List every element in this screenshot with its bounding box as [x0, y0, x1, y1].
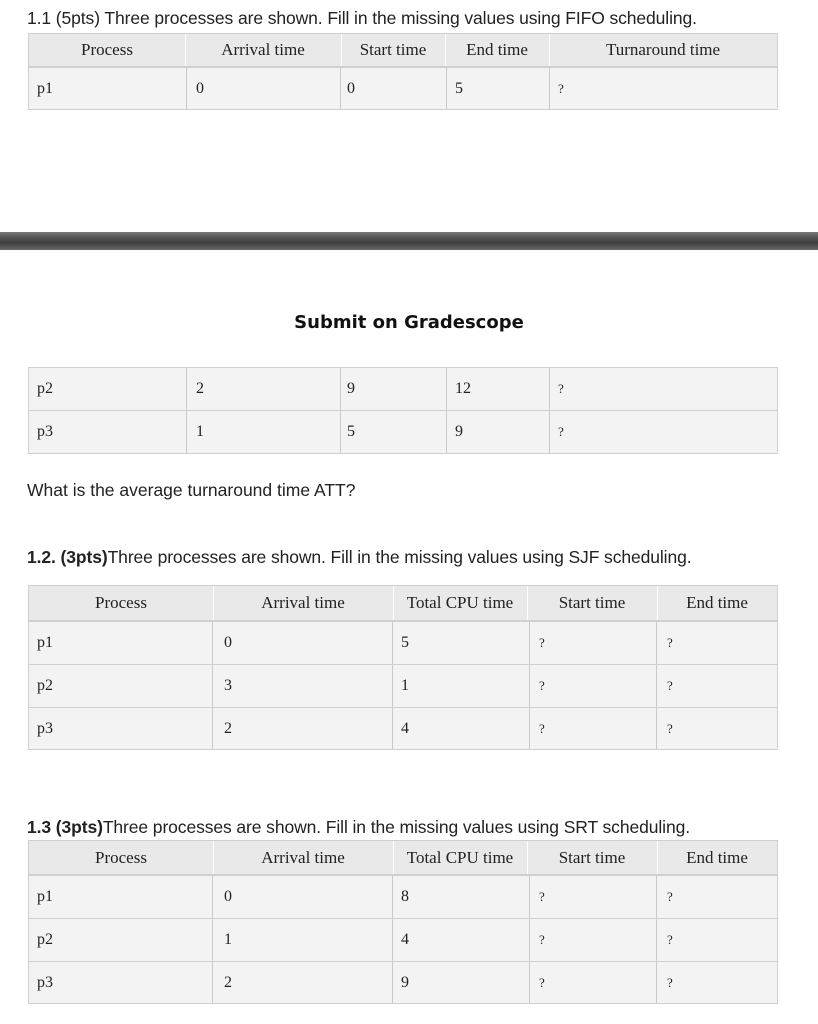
cell-arrival: 0 — [224, 888, 232, 905]
cell-end: ? — [667, 974, 673, 990]
table-row — [28, 961, 778, 1004]
cell-process: p3 — [37, 973, 53, 991]
table-row — [28, 621, 778, 664]
att-question: What is the average turnaround time ATT? — [27, 480, 356, 500]
header-arrival-time: Arrival time — [261, 847, 345, 867]
section3-heading — [27, 817, 690, 838]
table-row — [28, 707, 778, 750]
cell-process: p2 — [37, 380, 53, 397]
cell-arrival: 2 — [224, 973, 232, 991]
cell-cpu: 4 — [401, 719, 409, 737]
divider-bar — [0, 232, 818, 250]
gradescope-title: Submit on Gradescope — [294, 312, 524, 333]
table-row — [28, 410, 778, 454]
header-end-time: End time — [466, 40, 528, 59]
cell-cpu: 4 — [401, 931, 409, 948]
cell-end: ? — [667, 635, 673, 650]
cell-start: ? — [539, 720, 545, 736]
cell-process: p3 — [37, 423, 53, 440]
section2-heading — [27, 547, 691, 568]
table-row — [28, 918, 778, 961]
table-row — [28, 367, 778, 410]
header-start-time: Start time — [359, 40, 427, 59]
header-process: Process — [95, 593, 147, 612]
cell-process: p3 — [37, 719, 53, 737]
srt-table-header — [28, 840, 778, 875]
cell-turnaround: ? — [558, 381, 564, 396]
cell-end: ? — [667, 889, 673, 904]
header-arrival-time: Arrival time — [261, 593, 345, 612]
cell-start: 5 — [347, 423, 355, 440]
section1-heading: 1.1 (5pts) Three processes are shown. Fill in the missing values using FIFO scheduling. — [27, 8, 697, 28]
cell-arrival: 2 — [224, 719, 232, 737]
cell-cpu: 9 — [401, 973, 409, 991]
header-turnaround-time: Turnaround time — [605, 40, 721, 59]
cell-start: ? — [539, 678, 545, 693]
cell-start: ? — [539, 974, 545, 990]
cell-process: p1 — [37, 634, 53, 651]
cell-end: ? — [667, 932, 673, 947]
section2-heading-text: Three processes are shown. Fill in the missing values using SJF scheduling. — [107, 547, 692, 567]
cell-arrival: 3 — [224, 677, 232, 694]
header-end-time: End time — [686, 593, 748, 612]
cell-start: ? — [539, 889, 545, 904]
cell-end: 9 — [455, 423, 463, 440]
table-row — [28, 664, 778, 707]
cell-turnaround: ? — [558, 424, 564, 439]
cell-start: 9 — [347, 380, 355, 397]
cell-arrival: 1 — [196, 423, 204, 440]
header-end-time: End time — [686, 847, 748, 867]
cell-cpu: 5 — [401, 634, 409, 651]
cell-arrival: 2 — [196, 380, 204, 397]
cell-start: 0 — [347, 79, 355, 97]
sjf-table-header — [28, 585, 778, 621]
header-process: Process — [81, 40, 133, 59]
cell-start: ? — [539, 635, 545, 650]
header-total-cpu-time: Total CPU time — [406, 593, 514, 612]
section3-heading-bold: 1.3 (3pts) — [27, 817, 103, 837]
cell-cpu: 8 — [401, 888, 409, 905]
cell-end: 5 — [455, 79, 463, 97]
header-process: Process — [95, 847, 147, 867]
cell-process: p2 — [37, 931, 53, 948]
cell-end: ? — [667, 720, 673, 736]
cell-turnaround: ? — [558, 80, 564, 96]
section3-heading-text: Three processes are shown. Fill in the missing values using SRT scheduling. — [102, 817, 690, 837]
header-total-cpu-time: Total CPU time — [406, 847, 514, 867]
section2-heading-bold: 1.2. (3pts) — [27, 547, 108, 567]
cell-arrival: 0 — [196, 79, 204, 97]
cell-process: p1 — [37, 79, 53, 97]
cell-start: ? — [539, 932, 545, 947]
cell-end: 12 — [455, 380, 471, 397]
table-row — [28, 875, 778, 918]
header-start-time: Start time — [558, 847, 626, 867]
fifo-table-header — [28, 33, 778, 67]
header-arrival-time: Arrival time — [221, 40, 305, 59]
cell-arrival: 0 — [224, 634, 232, 651]
cell-cpu: 1 — [401, 677, 409, 694]
header-start-time: Start time — [558, 593, 626, 612]
cell-end: ? — [667, 678, 673, 693]
cell-process: p1 — [37, 888, 53, 905]
cell-arrival: 1 — [224, 931, 232, 948]
cell-process: p2 — [37, 677, 53, 694]
table-row — [28, 67, 778, 110]
